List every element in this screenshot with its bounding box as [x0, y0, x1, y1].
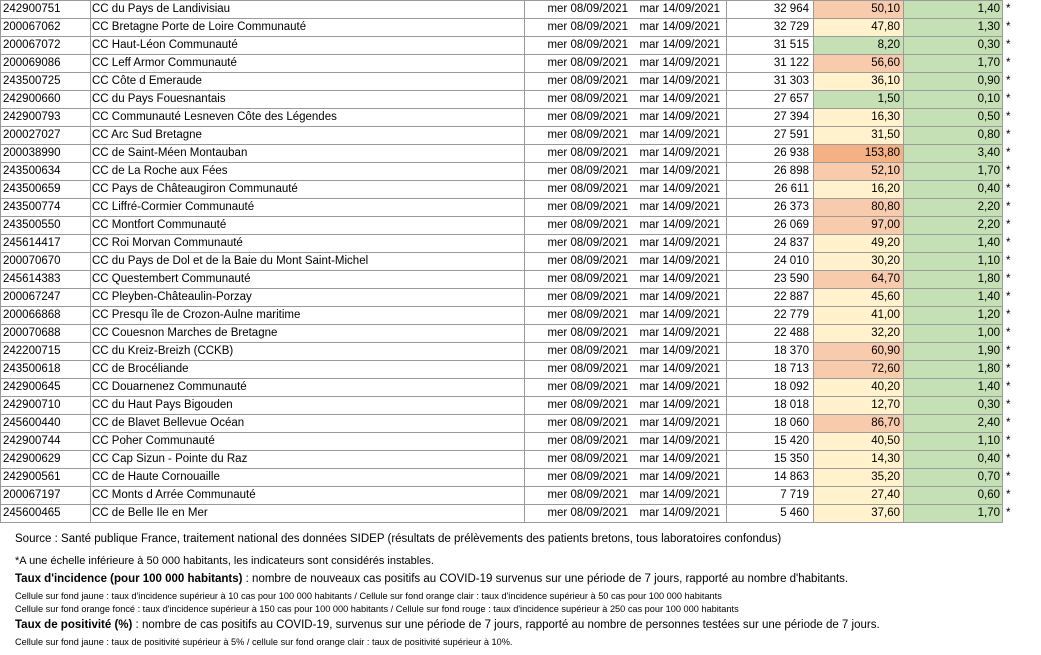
table-row [1, 109, 1026, 127]
start-date-cell: mer 08/09/2021 [525, 361, 633, 379]
incidence-definition [15, 573, 848, 585]
population-cell: 18 713 [727, 361, 814, 379]
instability-flag: * [1006, 21, 1011, 33]
incidence-rate-cell: 60,90 [814, 343, 904, 361]
epci-name-cell: CC Poher Communauté [91, 433, 525, 451]
positivity-rate-cell: 1,30 [904, 19, 1003, 37]
instability-flag: * [1006, 183, 1011, 195]
end-date-cell: mar 14/09/2021 [632, 379, 727, 397]
population-cell: 22 779 [727, 307, 814, 325]
start-date-cell: mer 08/09/2021 [525, 91, 633, 109]
epci-name-cell: CC Cap Sizun - Pointe du Raz [91, 451, 525, 469]
table-row [1, 397, 1026, 415]
start-date-cell: mer 08/09/2021 [525, 433, 633, 451]
instability-flag: * [1006, 255, 1011, 267]
start-date-cell: mer 08/09/2021 [525, 469, 633, 487]
positivity-rate-cell: 1,90 [904, 343, 1003, 361]
positivity-title: Taux de positivité (%) [15, 619, 133, 631]
incidence-text: : nombre de nouveaux cas positifs au COVID-19 survenus sur une période de 7 jours, rapporté au nombre d'habitants. [242, 573, 849, 585]
incidence-rate-cell: 40,20 [814, 379, 904, 397]
epci-code-cell: 242900645 [1, 379, 91, 397]
population-cell: 5 460 [727, 505, 814, 523]
instability-flag: * [1006, 3, 1011, 15]
end-date-cell: mar 14/09/2021 [632, 451, 727, 469]
incidence-rate-cell: 153,80 [814, 145, 904, 163]
table-row [1, 235, 1026, 253]
table-row [1, 199, 1026, 217]
positivity-rate-cell: 0,80 [904, 127, 1003, 145]
asterisk-note: *A une échelle inférieure à 50 000 habitants, les indicateurs sont considérés instables. [15, 555, 434, 567]
incidence-rate-cell: 1,50 [814, 91, 904, 109]
epci-name-cell: CC Douarnenez Communauté [91, 379, 525, 397]
positivity-rate-cell: 1,70 [904, 55, 1003, 73]
instability-flag: * [1006, 219, 1011, 231]
population-cell: 22 887 [727, 289, 814, 307]
epci-name-cell: CC Pleyben-Châteaulin-Porzay [91, 289, 525, 307]
epci-code-cell: 200067062 [1, 19, 91, 37]
end-date-cell: mar 14/09/2021 [632, 415, 727, 433]
positivity-rate-cell: 1,10 [904, 253, 1003, 271]
population-cell: 14 863 [727, 469, 814, 487]
start-date-cell: mer 08/09/2021 [525, 235, 633, 253]
epci-code-cell: 242900751 [1, 1, 91, 19]
start-date-cell: mer 08/09/2021 [525, 109, 633, 127]
end-date-cell: mar 14/09/2021 [632, 127, 727, 145]
instability-flag: * [1006, 147, 1011, 159]
epci-code-cell: 200027027 [1, 127, 91, 145]
end-date-cell: mar 14/09/2021 [632, 145, 727, 163]
table-row [1, 217, 1026, 235]
start-date-cell: mer 08/09/2021 [525, 145, 633, 163]
end-date-cell: mar 14/09/2021 [632, 1, 727, 19]
table-row [1, 37, 1026, 55]
incidence-rate-cell: 86,70 [814, 415, 904, 433]
population-cell: 31 303 [727, 73, 814, 91]
table-row [1, 451, 1026, 469]
incidence-rate-cell: 97,00 [814, 217, 904, 235]
table-row [1, 343, 1026, 361]
epci-code-cell: 243500634 [1, 163, 91, 181]
positivity-rate-cell: 3,40 [904, 145, 1003, 163]
positivity-rate-cell: 0,30 [904, 37, 1003, 55]
positivity-rate-cell: 0,30 [904, 397, 1003, 415]
incidence-rate-cell: 64,70 [814, 271, 904, 289]
end-date-cell: mar 14/09/2021 [632, 325, 727, 343]
table-row [1, 361, 1026, 379]
epci-name-cell: CC de La Roche aux Fées [91, 163, 525, 181]
positivity-rate-cell: 1,20 [904, 307, 1003, 325]
epci-name-cell: CC du Pays de Landivisiau [91, 1, 525, 19]
population-cell: 23 590 [727, 271, 814, 289]
population-cell: 26 069 [727, 217, 814, 235]
table-row [1, 91, 1026, 109]
incidence-rate-cell: 37,60 [814, 505, 904, 523]
table-row [1, 163, 1026, 181]
epci-name-cell: CC Communauté Lesneven Côte des Légendes [91, 109, 525, 127]
end-date-cell: mar 14/09/2021 [632, 217, 727, 235]
positivity-legend-1: Cellule sur fond jaune : taux de positivité supérieur à 5% / cellule sur fond orange clair : taux de positivité supérieur à 10%. [15, 637, 513, 647]
incidence-rate-cell: 8,20 [814, 37, 904, 55]
epci-name-cell: CC du Pays de Dol et de la Baie du Mont Saint-Michel [91, 253, 525, 271]
incidence-legend-1: Cellule sur fond jaune : taux d'incidence supérieur à 10 cas pour 100 000 habitants / Cellule sur fond orange clair : taux d'incidence supérieur à 50 cas pour 100 000 habitants [15, 591, 722, 601]
instability-flag: * [1006, 39, 1011, 51]
table-row [1, 325, 1026, 343]
positivity-rate-cell: 1,80 [904, 271, 1003, 289]
epci-code-cell: 242900793 [1, 109, 91, 127]
positivity-text: : nombre de cas positifs au COVID-19, survenus sur une période de 7 jours, rapporté au nombre de personnes testées sur une période de 7 jours. [132, 619, 880, 631]
incidence-rate-cell: 31,50 [814, 127, 904, 145]
epci-code-cell: 242200715 [1, 343, 91, 361]
table-row [1, 1, 1026, 19]
incidence-rate-cell: 16,30 [814, 109, 904, 127]
epci-code-cell: 200067247 [1, 289, 91, 307]
end-date-cell: mar 14/09/2021 [632, 361, 727, 379]
end-date-cell: mar 14/09/2021 [632, 469, 727, 487]
epci-name-cell: CC Questembert Communauté [91, 271, 525, 289]
epci-name-cell: CC de Blavet Bellevue Océan [91, 415, 525, 433]
epci-code-cell: 245614417 [1, 235, 91, 253]
instability-flag: * [1006, 471, 1011, 483]
end-date-cell: mar 14/09/2021 [632, 109, 727, 127]
start-date-cell: mer 08/09/2021 [525, 397, 633, 415]
epci-name-cell: CC du Kreiz-Breizh (CCKB) [91, 343, 525, 361]
population-cell: 32 729 [727, 19, 814, 37]
epci-code-cell: 242900660 [1, 91, 91, 109]
end-date-cell: mar 14/09/2021 [632, 163, 727, 181]
positivity-rate-cell: 2,20 [904, 217, 1003, 235]
end-date-cell: mar 14/09/2021 [632, 199, 727, 217]
population-cell: 26 938 [727, 145, 814, 163]
epci-code-cell: 243500774 [1, 199, 91, 217]
incidence-rate-cell: 56,60 [814, 55, 904, 73]
instability-flag: * [1006, 327, 1011, 339]
population-cell: 15 350 [727, 451, 814, 469]
instability-flag: * [1006, 435, 1011, 447]
instability-flag: * [1006, 507, 1011, 519]
start-date-cell: mer 08/09/2021 [525, 271, 633, 289]
incidence-rate-cell: 80,80 [814, 199, 904, 217]
end-date-cell: mar 14/09/2021 [632, 181, 727, 199]
instability-flag: * [1006, 345, 1011, 357]
positivity-rate-cell: 0,50 [904, 109, 1003, 127]
epci-code-cell: 200066868 [1, 307, 91, 325]
table-row [1, 19, 1026, 37]
population-cell: 26 611 [727, 181, 814, 199]
end-date-cell: mar 14/09/2021 [632, 91, 727, 109]
epci-name-cell: CC du Haut Pays Bigouden [91, 397, 525, 415]
epci-code-cell: 200038990 [1, 145, 91, 163]
epci-code-cell: 245600465 [1, 505, 91, 523]
end-date-cell: mar 14/09/2021 [632, 73, 727, 91]
end-date-cell: mar 14/09/2021 [632, 433, 727, 451]
epci-code-cell: 243500659 [1, 181, 91, 199]
incidence-rate-cell: 14,30 [814, 451, 904, 469]
start-date-cell: mer 08/09/2021 [525, 199, 633, 217]
start-date-cell: mer 08/09/2021 [525, 343, 633, 361]
epci-name-cell: CC de Belle Ile en Mer [91, 505, 525, 523]
population-cell: 7 719 [727, 487, 814, 505]
table-row [1, 379, 1026, 397]
epci-name-cell: CC Couesnon Marches de Bretagne [91, 325, 525, 343]
incidence-rate-cell: 40,50 [814, 433, 904, 451]
end-date-cell: mar 14/09/2021 [632, 19, 727, 37]
incidence-rate-cell: 72,60 [814, 361, 904, 379]
table-row [1, 181, 1026, 199]
end-date-cell: mar 14/09/2021 [632, 253, 727, 271]
epci-code-cell: 242900710 [1, 397, 91, 415]
population-cell: 22 488 [727, 325, 814, 343]
start-date-cell: mer 08/09/2021 [525, 487, 633, 505]
start-date-cell: mer 08/09/2021 [525, 379, 633, 397]
incidence-rate-cell: 27,40 [814, 487, 904, 505]
start-date-cell: mer 08/09/2021 [525, 181, 633, 199]
epci-code-cell: 243500725 [1, 73, 91, 91]
incidence-rate-cell: 36,10 [814, 73, 904, 91]
epci-name-cell: CC de Brocéliande [91, 361, 525, 379]
population-cell: 18 018 [727, 397, 814, 415]
population-cell: 18 092 [727, 379, 814, 397]
start-date-cell: mer 08/09/2021 [525, 37, 633, 55]
epci-name-cell: CC de Haute Cornouaille [91, 469, 525, 487]
table-row [1, 415, 1026, 433]
positivity-rate-cell: 1,70 [904, 163, 1003, 181]
population-cell: 18 370 [727, 343, 814, 361]
end-date-cell: mar 14/09/2021 [632, 343, 727, 361]
epci-name-cell: CC Bretagne Porte de Loire Communauté [91, 19, 525, 37]
instability-flag: * [1006, 417, 1011, 429]
epci-code-cell: 200070688 [1, 325, 91, 343]
epci-code-cell: 243500618 [1, 361, 91, 379]
positivity-rate-cell: 0,10 [904, 91, 1003, 109]
positivity-rate-cell: 0,70 [904, 469, 1003, 487]
source-note: Source : Santé publique France, traitement national des données SIDEP (résultats de prélèvements des patients bretons, tous laboratoires confondus) [15, 533, 782, 545]
start-date-cell: mer 08/09/2021 [525, 163, 633, 181]
positivity-definition [15, 619, 880, 631]
epci-code-cell: 243500550 [1, 217, 91, 235]
epci-name-cell: CC Haut-Léon Communauté [91, 37, 525, 55]
table-body [1, 1, 1026, 523]
table-row [1, 505, 1026, 523]
table-row [1, 127, 1026, 145]
end-date-cell: mar 14/09/2021 [632, 235, 727, 253]
table-row [1, 55, 1026, 73]
end-date-cell: mar 14/09/2021 [632, 487, 727, 505]
positivity-rate-cell: 0,40 [904, 181, 1003, 199]
instability-flag: * [1006, 453, 1011, 465]
population-cell: 31 515 [727, 37, 814, 55]
start-date-cell: mer 08/09/2021 [525, 451, 633, 469]
incidence-legend-2: Cellule sur fond orange foncé : taux d'incidence supérieur à 150 cas pour 100 000 habitants / Cellule sur fond rouge : taux d'incidence supérieur à 250 cas pour 100 000 habitants [15, 604, 739, 614]
positivity-rate-cell: 1,40 [904, 235, 1003, 253]
positivity-rate-cell: 1,80 [904, 361, 1003, 379]
end-date-cell: mar 14/09/2021 [632, 397, 727, 415]
start-date-cell: mer 08/09/2021 [525, 253, 633, 271]
instability-flag: * [1006, 57, 1011, 69]
epci-name-cell: CC Liffré-Cormier Communauté [91, 199, 525, 217]
population-cell: 15 420 [727, 433, 814, 451]
table-row [1, 145, 1026, 163]
positivity-rate-cell: 0,40 [904, 451, 1003, 469]
start-date-cell: mer 08/09/2021 [525, 1, 633, 19]
population-cell: 27 591 [727, 127, 814, 145]
start-date-cell: mer 08/09/2021 [525, 307, 633, 325]
incidence-rate-cell: 32,20 [814, 325, 904, 343]
population-cell: 18 060 [727, 415, 814, 433]
start-date-cell: mer 08/09/2021 [525, 127, 633, 145]
instability-flag: * [1006, 201, 1011, 213]
population-cell: 26 373 [727, 199, 814, 217]
table-row [1, 73, 1026, 91]
table-row [1, 253, 1026, 271]
epci-name-cell: CC du Pays Fouesnantais [91, 91, 525, 109]
incidence-rate-cell: 50,10 [814, 1, 904, 19]
positivity-rate-cell: 2,20 [904, 199, 1003, 217]
positivity-rate-cell: 2,40 [904, 415, 1003, 433]
table-row [1, 469, 1026, 487]
table-row [1, 307, 1026, 325]
epci-code-cell: 245600440 [1, 415, 91, 433]
instability-flag: * [1006, 237, 1011, 249]
positivity-rate-cell: 1,40 [904, 289, 1003, 307]
epci-code-cell: 200067197 [1, 487, 91, 505]
instability-flag: * [1006, 363, 1011, 375]
epci-code-cell: 200067072 [1, 37, 91, 55]
incidence-rate-cell: 30,20 [814, 253, 904, 271]
epci-name-cell: CC Presqu île de Crozon-Aulne maritime [91, 307, 525, 325]
epci-code-cell: 242900629 [1, 451, 91, 469]
epci-name-cell: CC Montfort Communauté [91, 217, 525, 235]
start-date-cell: mer 08/09/2021 [525, 19, 633, 37]
epci-code-cell: 200069086 [1, 55, 91, 73]
start-date-cell: mer 08/09/2021 [525, 415, 633, 433]
end-date-cell: mar 14/09/2021 [632, 271, 727, 289]
incidence-rate-cell: 12,70 [814, 397, 904, 415]
table-row [1, 487, 1026, 505]
incidence-rate-cell: 49,20 [814, 235, 904, 253]
end-date-cell: mar 14/09/2021 [632, 505, 727, 523]
instability-flag: * [1006, 399, 1011, 411]
instability-flag: * [1006, 489, 1011, 501]
population-cell: 26 898 [727, 163, 814, 181]
end-date-cell: mar 14/09/2021 [632, 55, 727, 73]
population-cell: 24 010 [727, 253, 814, 271]
table-row [1, 271, 1026, 289]
population-cell: 32 964 [727, 1, 814, 19]
end-date-cell: mar 14/09/2021 [632, 289, 727, 307]
start-date-cell: mer 08/09/2021 [525, 217, 633, 235]
incidence-title: Taux d'incidence (pour 100 000 habitants) [15, 573, 243, 585]
start-date-cell: mer 08/09/2021 [525, 505, 633, 523]
epci-code-cell: 200070670 [1, 253, 91, 271]
population-cell: 27 394 [727, 109, 814, 127]
epci-name-cell: CC Leff Armor Communauté [91, 55, 525, 73]
positivity-rate-cell: 1,00 [904, 325, 1003, 343]
end-date-cell: mar 14/09/2021 [632, 37, 727, 55]
end-date-cell: mar 14/09/2021 [632, 307, 727, 325]
positivity-rate-cell: 1,70 [904, 505, 1003, 523]
start-date-cell: mer 08/09/2021 [525, 325, 633, 343]
positivity-rate-cell: 1,40 [904, 1, 1003, 19]
population-cell: 27 657 [727, 91, 814, 109]
positivity-rate-cell: 0,90 [904, 73, 1003, 91]
instability-flag: * [1006, 75, 1011, 87]
epci-code-cell: 245614383 [1, 271, 91, 289]
start-date-cell: mer 08/09/2021 [525, 73, 633, 91]
population-cell: 31 122 [727, 55, 814, 73]
instability-flag: * [1006, 273, 1011, 285]
incidence-rate-cell: 45,60 [814, 289, 904, 307]
epci-name-cell: CC Roi Morvan Communauté [91, 235, 525, 253]
epci-code-cell: 242900561 [1, 469, 91, 487]
incidence-rate-cell: 52,10 [814, 163, 904, 181]
instability-flag: * [1006, 291, 1011, 303]
incidence-rate-cell: 35,20 [814, 469, 904, 487]
incidence-rate-cell: 47,80 [814, 19, 904, 37]
instability-flag: * [1006, 381, 1011, 393]
population-cell: 24 837 [727, 235, 814, 253]
positivity-rate-cell: 0,60 [904, 487, 1003, 505]
positivity-rate-cell: 1,40 [904, 379, 1003, 397]
instability-flag: * [1006, 93, 1011, 105]
start-date-cell: mer 08/09/2021 [525, 55, 633, 73]
instability-flag: * [1006, 111, 1011, 123]
epci-code-cell: 242900744 [1, 433, 91, 451]
epci-name-cell: CC Arc Sud Bretagne [91, 127, 525, 145]
instability-flag: * [1006, 309, 1011, 321]
epci-name-cell: CC de Saint-Méen Montauban [91, 145, 525, 163]
instability-flag: * [1006, 165, 1011, 177]
epci-name-cell: CC Monts d Arrée Communauté [91, 487, 525, 505]
epci-name-cell: CC Côte d Emeraude [91, 73, 525, 91]
table-row [1, 289, 1026, 307]
epci-name-cell: CC Pays de Châteaugiron Communauté [91, 181, 525, 199]
incidence-rate-cell: 41,00 [814, 307, 904, 325]
positivity-rate-cell: 1,10 [904, 433, 1003, 451]
start-date-cell: mer 08/09/2021 [525, 289, 633, 307]
instability-flag: * [1006, 129, 1011, 141]
table-row [1, 433, 1026, 451]
incidence-rate-cell: 16,20 [814, 181, 904, 199]
